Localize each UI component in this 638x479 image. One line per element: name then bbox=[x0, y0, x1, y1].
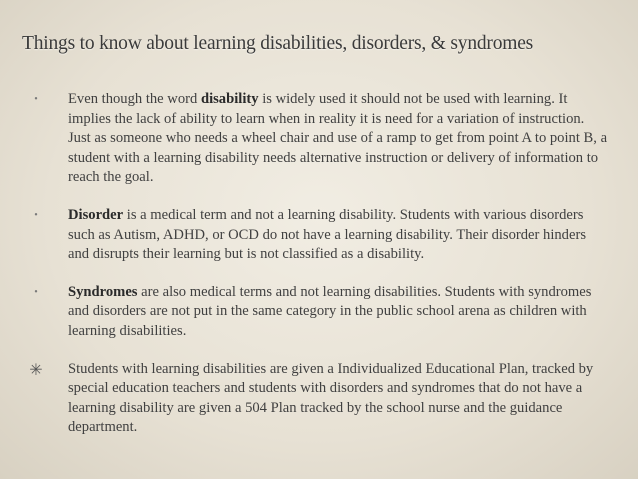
bullet-bold-term: disability bbox=[200, 91, 259, 107]
bullet-dot-icon: • bbox=[34, 209, 38, 221]
bullet-bold-term: Disorder bbox=[68, 206, 124, 223]
bullet-item-plans bbox=[28, 360, 608, 438]
bullet-text: is widely used it should not be used with learning. It implies the lack of ability to learn when in reality it is need for a variation of instruction. Just as someone who needs a wheel chair and use of a ramp to get from point A to point B, a student with a learning disability needs alternative instruction or delivery of information to reach the goal. bbox=[68, 91, 608, 186]
bullet-dot-icon: • bbox=[34, 286, 38, 298]
slide-title: Things to know about learning disabilities, disorders, & syndromes bbox=[22, 33, 534, 54]
bullet-text: is a medical term and not a learning disability. Students with various disorders such as Autism, ADHD, or OCD do not have a learning disability. Their disorder hinders and disrupts their learning but is not classified as a disability. bbox=[68, 206, 586, 263]
bullet-item-disorder bbox=[28, 206, 608, 265]
bullet-bold-term: Syndromes bbox=[68, 283, 138, 300]
bullet-text: are also medical terms and not learning disabilities. Students with syndromes and disorders are not put in the same category in the public school arena as children with learning disabilities. bbox=[68, 283, 592, 339]
bullet-item-disability bbox=[28, 90, 608, 188]
bullet-item-syndromes bbox=[28, 283, 608, 342]
bullet-list bbox=[28, 90, 608, 456]
bullet-text-prefix: Even though the word bbox=[68, 91, 201, 107]
asterisk-bullet-icon: ✳ bbox=[29, 361, 43, 379]
bullet-text: Students with learning disabilities are given a Individualized Educational Plan, tracked by special education teachers and students with disorders and syndromes that do not have a learning disability are given a 504 Plan tracked by the school nurse and the guidance department. bbox=[68, 360, 594, 436]
bullet-dot-icon: • bbox=[34, 94, 38, 105]
